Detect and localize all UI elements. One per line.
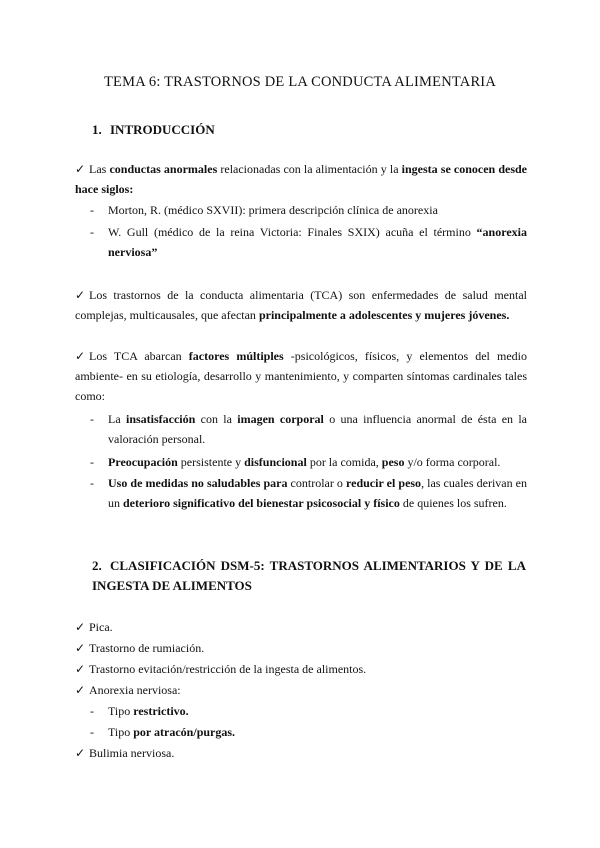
list-item-tipo-atracon: - Tipo por atracón/purgas. bbox=[108, 722, 527, 742]
dash-bullet: - bbox=[90, 225, 94, 239]
check-icon: ✓ bbox=[75, 349, 86, 363]
dash-bullet: - bbox=[90, 203, 94, 217]
dash-bullet: - bbox=[90, 725, 94, 739]
dash-bullet: - bbox=[90, 412, 94, 426]
check-icon: ✓ bbox=[75, 662, 86, 676]
list-item-morton: - Morton, R. (médico SXVII): primera descripción clínica de anorexia bbox=[108, 200, 527, 220]
list-item-tipo-restrictivo: - Tipo restrictivo. bbox=[108, 701, 527, 721]
check-icon: ✓ bbox=[75, 683, 86, 697]
section-2-number: 2. bbox=[92, 558, 102, 573]
list-item-insatisfaccion: - La insatisfacción con la imagen corporal o una influencia anormal de ésta en la valoración personal. bbox=[108, 409, 527, 449]
section-2-title: CLASIFICACIÓN DSM-5: TRASTORNOS ALIMENTARIOS Y DE LA INGESTA DE ALIMENTOS bbox=[92, 558, 526, 593]
check-icon: ✓ bbox=[75, 162, 86, 176]
list-item-bulimia: ✓ Bulimia nerviosa. bbox=[75, 743, 174, 764]
check-icon: ✓ bbox=[75, 288, 86, 302]
check-icon: ✓ bbox=[75, 746, 86, 760]
section-2-heading bbox=[92, 556, 526, 596]
section-1-heading bbox=[92, 120, 526, 140]
list-item-anorexia: ✓ Anorexia nerviosa: bbox=[75, 680, 181, 701]
list-item-preocupacion: - Preocupación persistente y disfuncional por la comida, peso y/o forma corporal. bbox=[108, 452, 527, 472]
section-1-title: INTRODUCCIÓN bbox=[110, 122, 215, 137]
document-title: TEMA 6: TRASTORNOS DE LA CONDUCTA ALIMENTARIA bbox=[103, 74, 497, 90]
list-item-pica: ✓ Pica. bbox=[75, 617, 113, 638]
dash-bullet: - bbox=[90, 704, 94, 718]
paragraph-tca-factores: ✓ Los TCA abarcan factores múltiples -psicológicos, físicos, y elementos del medio ambiente- en su etiología, desarrollo y mantenimiento, y comparten síntomas cardinales tales como: bbox=[75, 346, 527, 406]
check-icon: ✓ bbox=[75, 620, 86, 634]
dash-bullet: - bbox=[90, 476, 94, 490]
section-1-number: 1. bbox=[92, 122, 102, 137]
dash-bullet: - bbox=[90, 455, 94, 469]
check-icon: ✓ bbox=[75, 641, 86, 655]
list-item-gull: - W. Gull (médico de la reina Victoria: Finales SXIX) acuña el término “anorexia nerviosa” bbox=[108, 222, 527, 262]
list-item-medidas: - Uso de medidas no saludables para controlar o reducir el peso, las cuales derivan en un deterioro significativo del bienestar psicosocial y físico de quienes los sufren. bbox=[108, 473, 527, 513]
list-item-rumiacion: ✓ Trastorno de rumiación. bbox=[75, 638, 204, 659]
paragraph-conductas: ✓ Las conductas anormales relacionadas con la alimentación y la ingesta se conocen desde hace siglos: bbox=[75, 159, 527, 199]
paragraph-tca-definicion: ✓ Los trastornos de la conducta alimentaria (TCA) son enfermedades de salud mental complejas, multicausales, que afectan principalmente a adolescentes y mujeres jóvenes. bbox=[75, 285, 527, 325]
list-item-evitacion: ✓ Trastorno evitación/restricción de la ingesta de alimentos. bbox=[75, 659, 366, 680]
